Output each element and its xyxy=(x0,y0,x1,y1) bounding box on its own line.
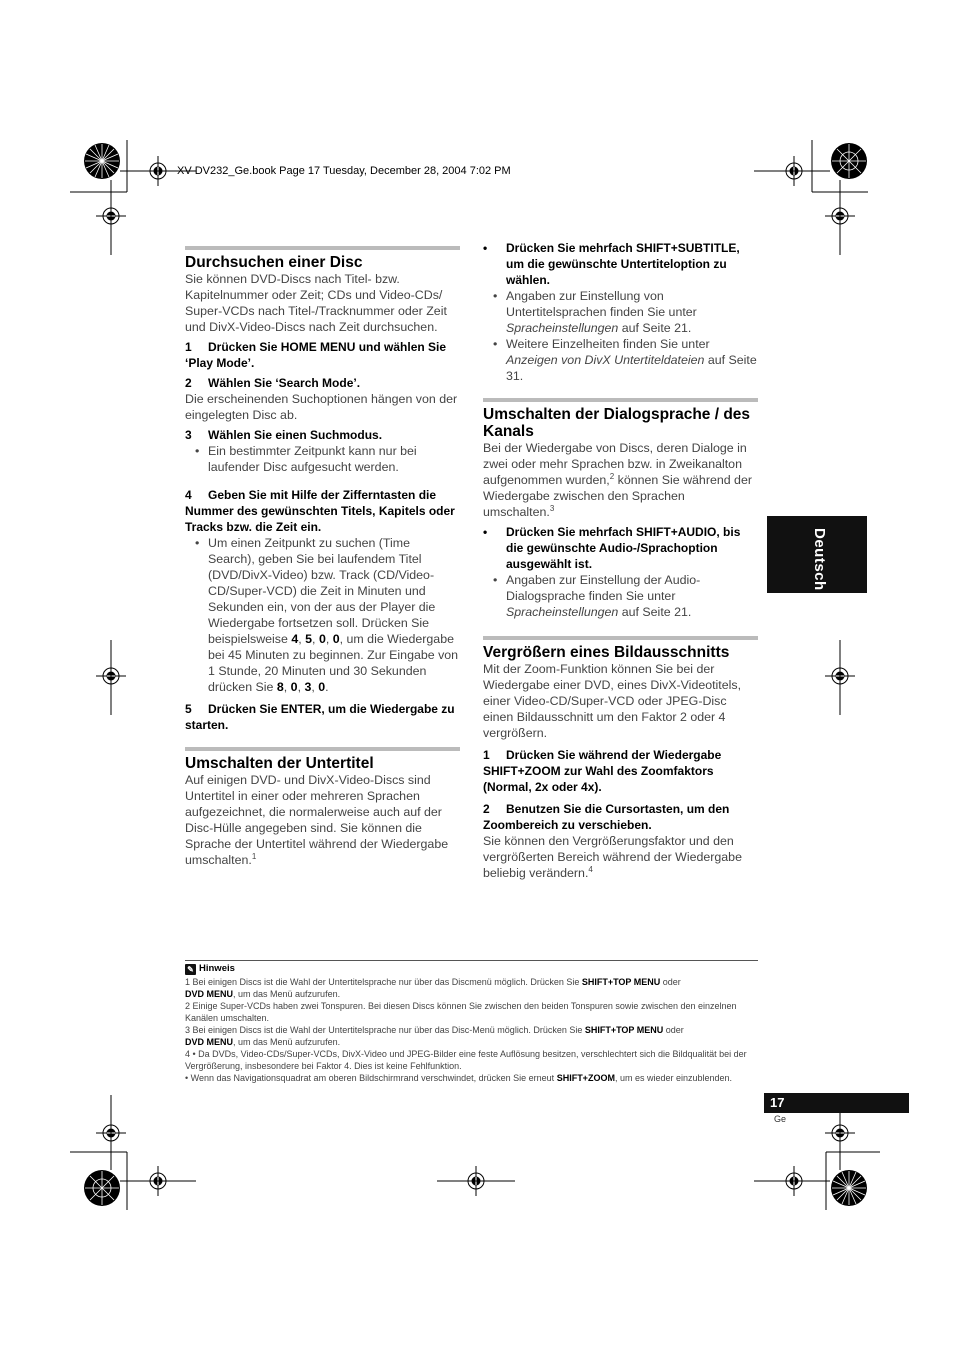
note-3: 3 Bei einigen Discs ist die Wahl der Untertitelsprache nur über das Disc-Menü möglich. Drücken Sie SHIFT+TOP MENU oder DVD MENU, um das Menü aufzurufen. xyxy=(185,1025,684,1047)
language-side-tab: Deutsch xyxy=(767,516,867,593)
page-number: 17 xyxy=(770,1095,785,1110)
paragraph: Bei der Wiedergabe von Discs, deren Dialoge in zwei oder mehr Sprachen bzw. in Zweikanalton aufgenommen wurden,$^2$ können Sie während der Wiedergabe zwischen den Sprachen umschalten.$^3$ xyxy=(483,441,752,519)
bullet-item: • Angaben zur Einstellung von Untertitelsprachen finden Sie unter Spracheinstellungen auf Seite 21. xyxy=(493,289,697,335)
page-language-code: Ge xyxy=(774,1114,787,1124)
step-2: 2 Benutzen Sie die Cursortasten, um den Zoombereich zu verschieben. xyxy=(483,802,730,832)
bullet-item: • Ein bestimmter Zeitpunkt kann nur bei laufender Disc aufgesucht werden. xyxy=(195,444,417,474)
paragraph: Sie können den Vergrößerungsfaktor und den vergrößerten Bereich während der Wiedergabe beliebig verändern.$^4$ xyxy=(483,834,742,880)
notes-heading: ✎ Hinweis xyxy=(185,963,757,975)
bullet-item: • Um einen Zeitpunkt zu suchen (Time Search), geben Sie bei laufendem Titel (DVD/DivX-Video) bzw. Track (CD/Video-CD/Super-VCD) die Zeit in Minuten und Sekunden ein, von der aus der Player die Wiedergabe fortsetzen soll. Drücken Sie beispielsweise 4, 5, 0, 0, um die Wiedergabe bei 45 Minuten zu beginnen. Zur Eingabe von 1 Stunde, 20 Minuten und 30 Sekunden drücken Sie 8, 0, 3, 0. xyxy=(195,536,459,694)
section-rule xyxy=(185,747,460,751)
note-pencil-icon: ✎ xyxy=(185,964,196,975)
paragraph: Die erscheinenden Suchoptionen hängen von der eingelegten Disc ab. xyxy=(185,392,458,422)
page-number-bar xyxy=(764,1093,909,1113)
section-title-disc-search: Durchsuchen einer Disc xyxy=(185,254,363,271)
section-title-subtitles: Umschalten der Untertitel xyxy=(185,755,374,772)
step-1: 1 Drücken Sie HOME MENU und wählen Sie ‘Play Mode’. xyxy=(185,340,447,370)
step-audio: • Drücken Sie mehrfach SHIFT+AUDIO, bis die gewünschte Audio-/Sprachoption ausgewählt ist. xyxy=(483,525,741,571)
paragraph: Sie können DVD-Discs nach Titel- bzw. Kapitelnummer oder Zeit; CDs und Video-CDs/ Super-VCDs nach Titel-/Tracknummer oder Zeit und DivX-Video-Discs nach Zeit durchsuchen. xyxy=(185,272,447,334)
file-info-header: XV-DV232_Ge.book Page 17 Tuesday, December 28, 2004 7:02 PM xyxy=(177,165,511,177)
left-column xyxy=(185,246,460,868)
bullet-item: • Weitere Einzelheiten finden Sie unter Anzeigen von DivX Untertiteldateien auf Seite 31. xyxy=(493,337,757,383)
step-3: 3 Wählen Sie einen Suchmodus. xyxy=(185,428,383,442)
note-4b: • Wenn das Navigationsquadrat am oberen Bildschirmrand verschwindet, drücken Sie erneut SHIFT+ZOOM, um es wieder einzublenden. xyxy=(185,1073,733,1083)
step-2: 2 Wählen Sie ‘Search Mode’. xyxy=(185,376,361,390)
step-4: 4 Geben Sie mit Hilfe der Zifferntasten die Nummer des gewünschten Titels, Kapitels oder Tracks bzw. die Zeit ein. xyxy=(185,488,455,534)
section-title-zoom: Vergrößern eines Bildausschnitts xyxy=(483,644,730,661)
step-subtitle: • Drücken Sie mehrfach SHIFT+SUBTITLE, um die gewünschte Untertiteloption zu wählen. xyxy=(483,241,740,287)
notes-section xyxy=(185,961,757,1084)
right-column xyxy=(483,240,758,881)
paragraph: Auf einigen DVD- und DivX-Video-Discs sind Untertitel in einer oder mehreren Sprachen aufgezeichnet, die normalerweise auch auf der Disc-Hülle angegeben sind. Sie können die Sprache der Untertitel während der Wiedergabe umschalten.$^1$ xyxy=(185,773,449,867)
section-rule xyxy=(483,398,758,402)
section-rule xyxy=(483,636,758,640)
step-1: 1 Drücken Sie während der Wiedergabe SHIFT+ZOOM zur Wahl des Zoomfaktors (Normal, 2x oder 4x). xyxy=(483,748,722,794)
section-title-dialog-language: Umschalten der Dialogsprache / des Kanals xyxy=(483,406,751,440)
section-rule xyxy=(185,246,460,250)
bullet-item: • Angaben zur Einstellung der Audio-Dialogsprache finden Sie unter Spracheinstellungen auf Seite 21. xyxy=(493,573,701,619)
note-2: 2 Einige Super-VCDs haben zwei Tonspuren. Bei diesen Discs können Sie zwischen den beiden Tonspuren sowie zwischen den einzelnen Kanälen umschalten. xyxy=(185,1001,737,1023)
note-4: 4 • Da DVDs, Video-CDs/Super-VCDs, DivX-Video und JPEG-Bilder eine feste Auflösung besitzen, verschlechtert sich die Bildqualität bei der Vergrößerung, insbesondere bei Faktor 4. Dies ist keine Fehlfunktion. xyxy=(185,1049,747,1071)
note-1: 1 Bei einigen Discs ist die Wahl der Untertitelsprache nur über das Discmenü möglich. Drücken Sie SHIFT+TOP MENU oder DVD MENU, um das Menü aufzurufen. xyxy=(185,977,681,999)
step-5: 5 Drücken Sie ENTER, um die Wiedergabe zu starten. xyxy=(185,702,455,732)
paragraph: Mit der Zoom-Funktion können Sie bei der Wiedergabe einer DVD, eines DivX-Videotitels, einer Video-CD/Super-VCD oder JPEG-Disc einen Bildausschnitt um den Faktor 2 oder 4 vergrößern. xyxy=(483,662,742,740)
